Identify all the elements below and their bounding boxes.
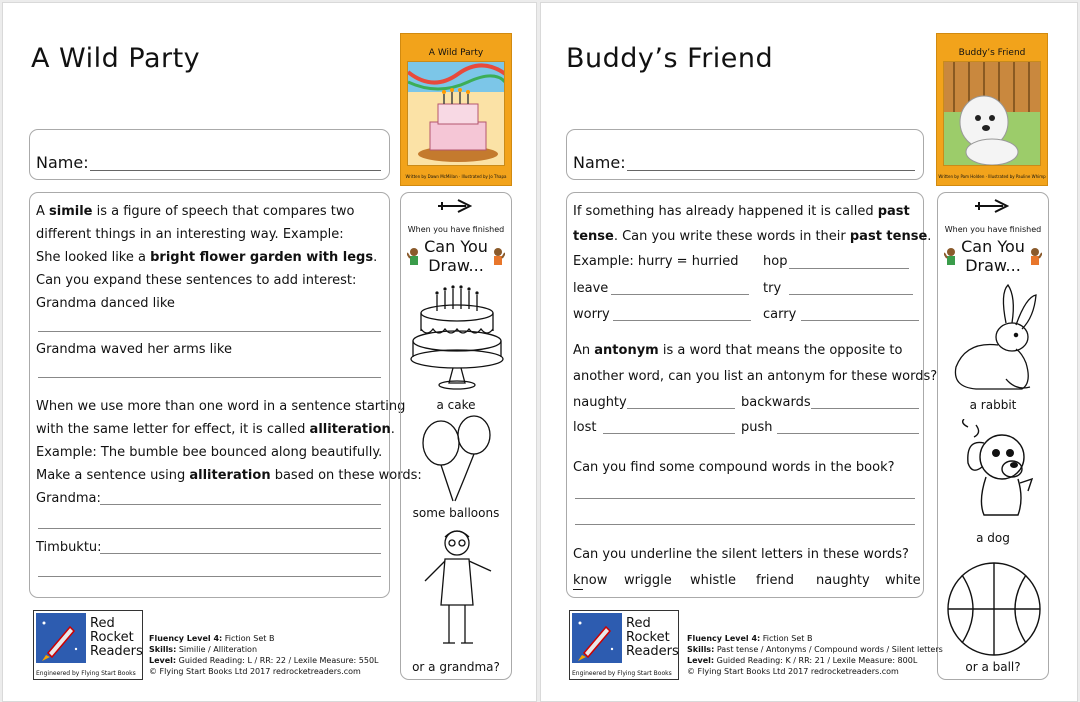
sentence-starter-1: Grandma danced like [36,296,175,311]
silent-word[interactable]: white [885,573,921,588]
answer-line[interactable] [38,576,381,577]
exercise-box [566,192,938,598]
worksheet-page-right [540,2,1078,702]
finished-label: When you have finished [407,225,505,234]
red-rocket-readers-logo [33,610,143,680]
book-cover [400,33,512,186]
word-carry: carry [763,307,797,322]
past-tense-example: Example: hurry = hurried [573,254,739,269]
silent-word[interactable]: naughty [816,573,870,588]
answer-line[interactable] [777,433,919,434]
word-worry: worry [573,307,610,322]
answer-line[interactable] [38,377,381,378]
word-try: try [763,281,782,296]
dog-drawing-icon [958,419,1034,527]
answer-line[interactable] [613,320,751,321]
word-naughty: naughty [573,395,627,410]
cover-credits: Written by Dawn McMillan · Illustrated by Jo Thapa [405,174,507,179]
answer-line[interactable] [801,320,919,321]
answer-line[interactable] [38,331,381,332]
finished-label: When you have finished [944,225,1042,234]
alliteration-definition-cont: with the same letter for effect, it is called alliteration. [36,422,395,437]
book-cover [936,33,1048,186]
answer-line[interactable] [627,408,735,409]
name-label: Name: [36,153,89,172]
logo-text: Red Rocket Readers [90,616,143,659]
exercise-box [29,192,422,598]
child-icon [944,247,958,269]
name-box [566,129,924,180]
expand-prompt: Can you expand these sentences to add interest: [36,273,357,288]
page-title: A Wild Party [31,43,201,74]
answer-line[interactable] [789,268,909,269]
rocket-icon [572,613,622,663]
can-you-draw-heading: Can You Draw... [424,237,488,275]
draw-sidebar [400,192,512,680]
book-metadata: Fluency Level 4: Fiction Set B Skills: Past tense / Antonyms / Compound words / Silent letters Level: Guided Reading: K / RR: 21 / Lexile Measure: 800L © Flying Start Books Ltd 2017 redrocketreaders.com [687,634,943,676]
name-label: Name: [573,153,626,172]
word-push: push [741,420,773,435]
can-you-draw-heading: Can You Draw... [961,237,1025,275]
logo-engineered-by: Engineered by Flying Start Books [36,670,136,677]
name-box [29,129,390,180]
word-hop: hop [763,254,788,269]
draw-item-label: a dog [976,531,1010,545]
simile-definition-cont: different things in an interesting way. Example: [36,227,344,242]
word-lost: lost [573,420,597,435]
draw-item-label: some balloons [412,506,500,520]
book-metadata: Fluency Level 4: Fiction Set B Skills: Similie / Alliteration Level: Guided Reading: L / RR: 22 / Lexile Measure: 550L © Flying Start Books Ltd 2017 redrocketreaders.com [149,634,379,676]
child-icon [491,247,505,269]
word-timbuktu: Timbuktu: [36,540,102,555]
answer-line[interactable] [811,408,919,409]
answer-line[interactable] [603,433,735,434]
silent-word[interactable]: know [573,573,608,588]
child-icon [407,247,421,269]
answer-line[interactable] [100,504,381,505]
answer-line[interactable] [575,498,915,499]
grandma-drawing-icon [415,525,499,655]
compound-prompt: Can you find some compound words in the book? [573,460,895,475]
name-field[interactable] [627,170,915,171]
sentence-starter-2: Grandma waved her arms like [36,342,232,357]
underline-mark [573,589,583,590]
answer-line[interactable] [575,524,915,525]
draw-item-label: a cake [436,398,476,412]
cake-drawing-icon [407,285,507,393]
antonym-definition: An antonym is a word that means the opposite to [573,343,903,358]
word-grandma: Grandma: [36,491,101,506]
silent-word[interactable]: friend [756,573,795,588]
draw-item-label: or a grandma? [412,660,500,674]
arrow-icon [975,199,1009,213]
cover-title: Buddy’s Friend [958,48,1026,58]
alliteration-prompt: Make a sentence using alliteration based on these words: [36,468,422,483]
rabbit-drawing-icon [946,283,1042,395]
cover-illustration-dog [943,61,1041,166]
draw-sidebar [937,192,1049,680]
silent-letters-prompt: Can you underline the silent letters in these words? [573,547,909,562]
cover-illustration-cake [407,61,505,166]
alliteration-example: Example: The bumble bee bounced along beautifully. [36,445,383,460]
word-backwards: backwards [741,395,811,410]
alliteration-definition: When we use more than one word in a sentence starting [36,399,406,414]
red-rocket-readers-logo [569,610,679,680]
answer-line[interactable] [100,553,381,554]
arrow-icon [438,199,472,213]
balloons-drawing-icon [419,415,499,503]
page-title: Buddy’s Friend [566,43,774,74]
rocket-icon [36,613,86,663]
logo-engineered-by: Engineered by Flying Start Books [572,670,672,677]
draw-item-label: a rabbit [969,398,1017,412]
silent-word[interactable]: whistle [690,573,736,588]
child-icon [1028,247,1042,269]
word-leave: leave [573,281,609,296]
answer-line[interactable] [611,294,749,295]
ball-drawing-icon [944,559,1044,659]
draw-item-label: or a ball? [965,660,1021,674]
past-tense-definition-cont: tense. Can you write these words in their past tense. [573,229,932,244]
silent-word[interactable]: wriggle [624,573,672,588]
simile-example: She looked like a bright flower garden with legs. [36,250,378,265]
name-field[interactable] [90,170,381,171]
answer-line[interactable] [789,294,913,295]
worksheet-page-left [2,2,537,702]
simile-definition: A simile is a figure of speech that compares two [36,204,355,219]
logo-text: Red Rocket Readers [626,616,679,659]
antonym-prompt: another word, can you list an antonym for these words? [573,369,938,384]
answer-line[interactable] [38,528,381,529]
past-tense-definition: If something has already happened it is called past [573,204,910,219]
cover-credits: Written by Pam Holden · Illustrated by Pauline Whimp [938,174,1046,179]
cover-title: A Wild Party [428,48,484,58]
